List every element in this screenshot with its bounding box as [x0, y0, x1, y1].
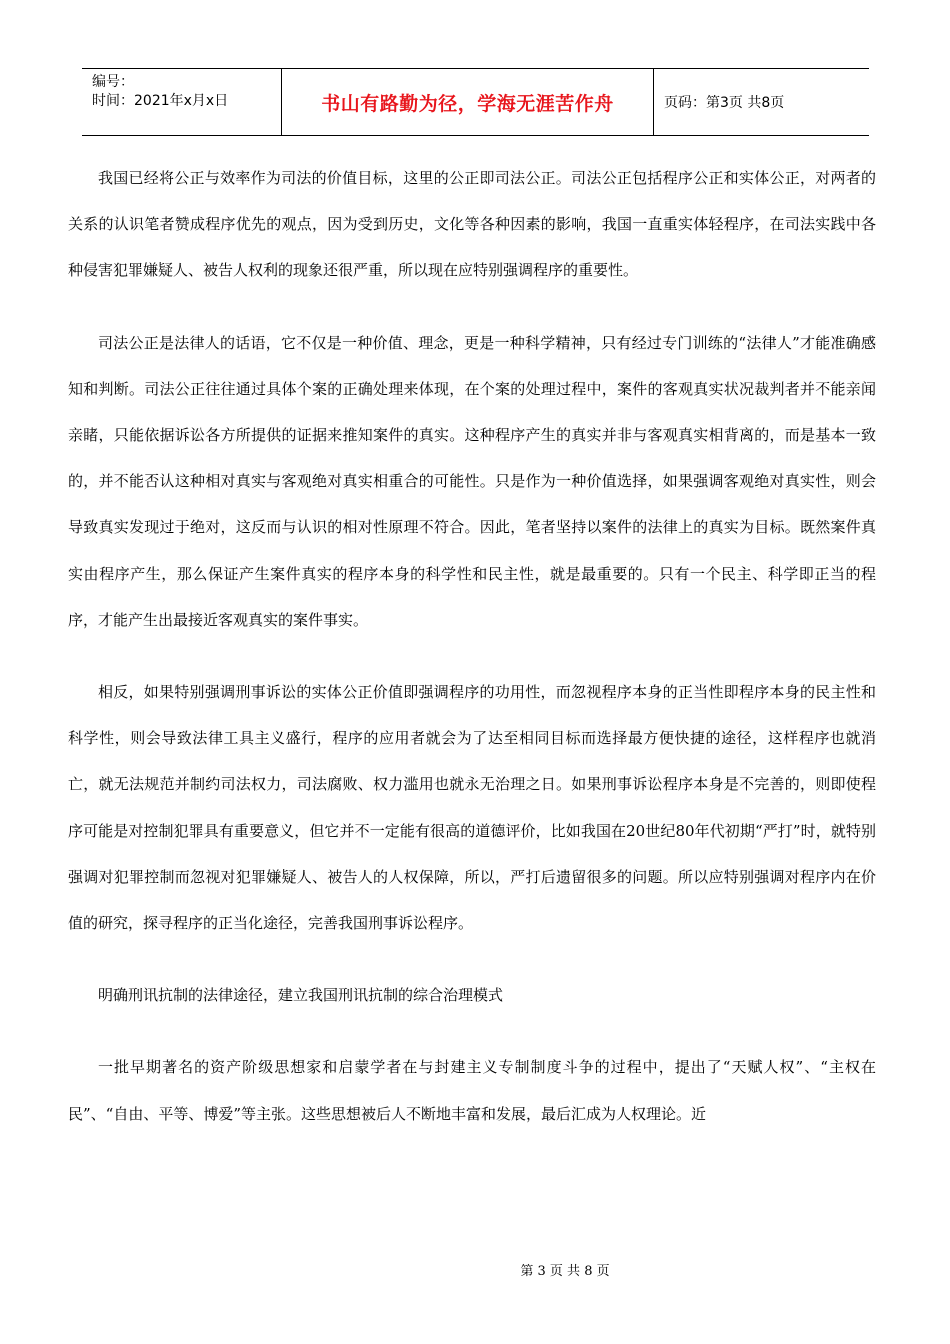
header-meta [82, 69, 282, 135]
document-time-label: 时间：2021年x月x日 [92, 93, 229, 109]
paragraph-1: 我国已经将公正与效率作为司法的价值目标，这里的公正即司法公正。司法公正包括程序公正和实体公正，对两者的关系的认识笔者赞成程序优先的观点，因为受到历史，文化等各种因素的影响，我国一直重实体轻程序，在司法实践中各种侵害犯罪嫌疑人、被告人权利的现象还很严重，所以现在应特别强调程序的重要性。 [68, 169, 876, 280]
page-footer: 第 3 页 共 8 页 [520, 1264, 610, 1279]
document-body [68, 155, 876, 1163]
header-page-info: 页码：第3页 共8页 [664, 95, 785, 111]
paragraph-5: 一批早期著名的资产阶级思想家和启蒙学者在与封建主义专制制度斗争的过程中，提出了“天赋人权”、“主权在民”、“自由、平等、博爱”等主张。这些思想被后人不断地丰富和发展，最后汇成为人权理论。近 [68, 1058, 876, 1123]
page-header [82, 68, 869, 136]
paragraph-3: 相反，如果特别强调刑事诉讼的实体公正价值即强调程序的功用性，而忽视程序本身的正当性即程序本身的民主性和科学性，则会导致法律工具主义盛行，程序的应用者就会为了达至相同目标而选择最方便快捷的途径，这样程序也就消亡，就无法规范并制约司法权力，司法腐败、权力滥用也就永无治理之日。如果刑事诉讼程序本身是不完善的，则即使程序可能是对控制犯罪具有重要意义，但它并不一定能有很高的道德评价，比如我国在20世纪80年代初期“严打”时，就特别强调对犯罪控制而忽视对犯罪嫌疑人、被告人的人权保障，所以，严打后遗留很多的问题。所以应特别强调对程序内在价值的研究，探寻程序的正当化途径，完善我国刑事诉讼程序。 [68, 683, 876, 933]
header-motto: 书山有路勤为径，学海无涯苦作舟 [282, 69, 654, 135]
section-heading: 明确刑讯抗制的法律途径，建立我国刑讯抗制的综合治理模式 [98, 986, 504, 1005]
document-number-label: 编号： [92, 74, 134, 90]
paragraph-2: 司法公正是法律人的话语，它不仅是一种价值、理念，更是一种科学精神，只有经过专门训练的“法律人”才能准确感知和判断。司法公正往往通过具体个案的正确处理来体现，在个案的处理过程中，案件的客观真实状况裁判者并不能亲闻亲睹，只能依据诉讼各方所提供的证据来推知案件的真实。这种程序产生的真实并非与客观真实相背离的，而是基本一致的，并不能否认这种相对真实与客观绝对真实相重合的可能性。只是作为一种价值选择，如果强调客观绝对真实性，则会导致真实发现过于绝对，这反而与认识的相对性原理不符合。因此，笔者坚持以案件的法律上的真实为目标。既然案件真实由程序产生，那么保证产生案件真实的程序本身的科学性和民主性，就是最重要的。只有一个民主、科学即正当的程序，才能产生出最接近客观真实的案件事实。 [68, 333, 876, 629]
